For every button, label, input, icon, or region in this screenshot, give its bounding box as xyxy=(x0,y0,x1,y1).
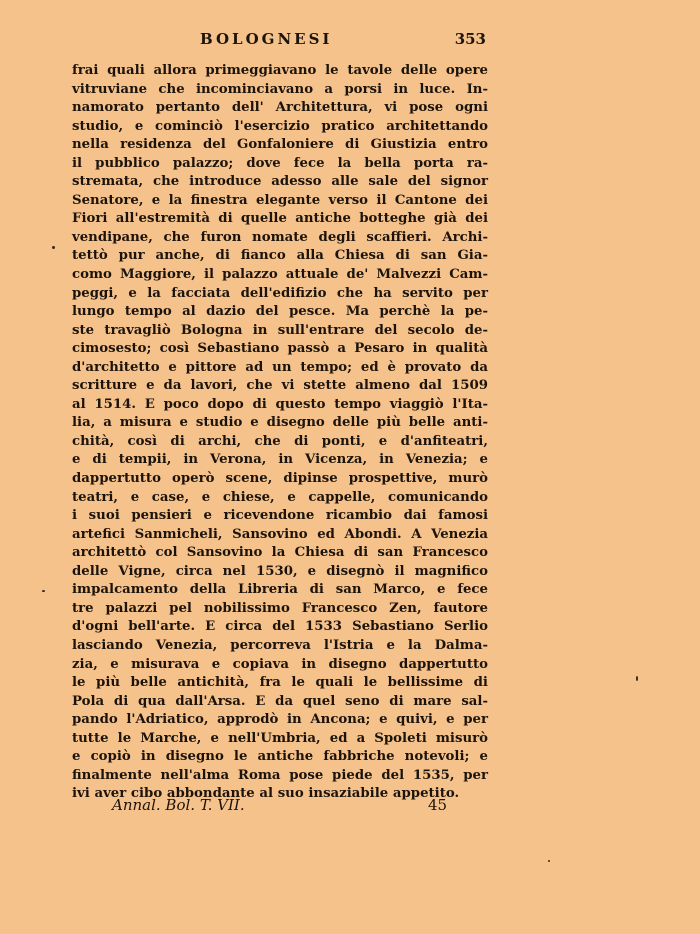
text-line: artefici Sanmicheli, Sansovino ed Abondi. A Venezia xyxy=(72,526,488,542)
text-line: vendipane, che furon nomate degli scaffieri. Archi- xyxy=(72,229,488,245)
text-line: tre palazzi pel nobilissimo Francesco Zen, fautore xyxy=(72,600,488,616)
text-line: pando l'Adriatico, approdò in Ancona; e quivi, e per xyxy=(72,712,488,728)
text-line: vitruviane che incominciavano a porsi in luce. In- xyxy=(72,81,488,97)
paper-speck xyxy=(548,860,550,862)
text-line: dappertutto operò scene, dipinse prospettive, murò xyxy=(72,471,488,487)
page-footer xyxy=(72,796,488,816)
text-line: Pola di qua dall'Arsa. E da quel seno di mare sal- xyxy=(72,693,488,709)
text-line: zia, e misurava e copiava in disegno dappertutto xyxy=(72,656,488,672)
text-line: architettò col Sansovino la Chiesa di san Francesco xyxy=(72,545,488,561)
text-line: teatri, e case, e chiese, e cappelle, comunicando xyxy=(72,489,488,505)
running-title: BOLOGNESI xyxy=(200,30,333,48)
text-line: e copiò in disegno le antiche fabbriche notevoli; e xyxy=(72,749,488,765)
text-line: d'ogni bell'arte. E circa del 1533 Sebastiano Serlio xyxy=(72,619,488,635)
text-line: e di tempii, in Verona, in Vicenza, in Venezia; e xyxy=(72,452,488,468)
paper-speck xyxy=(42,590,45,592)
text-line: ivi aver cibo abbondante al suo insaziabile appetito. xyxy=(72,786,460,802)
paper-speck xyxy=(52,246,55,249)
text-line: il pubblico palazzo; dove fece la bella porta ra- xyxy=(72,155,488,171)
text-line: delle Vigne, circa nel 1530, e disegnò il magnifico xyxy=(72,563,488,579)
page-header xyxy=(74,30,486,52)
text-line: tettò pur anche, di fianco alla Chiesa di san Gia- xyxy=(72,248,488,264)
text-line: cimosesto; così Sebastiano passò a Pesaro in qualità xyxy=(72,341,488,357)
text-line: i suoi pensieri e ricevendone ricambio dai famosi xyxy=(72,508,488,524)
text-line: como Maggiore, il palazzo attuale de' Malvezzi Cam- xyxy=(72,267,488,283)
text-line: lungo tempo al dazio del pesce. Ma perchè la pe- xyxy=(72,304,488,320)
paper-speck xyxy=(636,676,638,681)
text-line: chità, così di archi, che di ponti, e d'anfiteatri, xyxy=(72,433,488,449)
text-line: namorato pertanto dell' Architettura, vi pose ogni xyxy=(72,100,488,116)
body-text xyxy=(72,62,488,804)
text-line: ste travagliò Bologna in sull'entrare del secolo de- xyxy=(72,322,488,338)
text-line: Fiori all'estremità di quelle antiche botteghe già dei xyxy=(72,211,488,227)
page-number: 353 xyxy=(454,30,486,48)
text-line: studio, e cominciò l'esercizio pratico architettando xyxy=(72,118,488,134)
text-line: lia, a misura e studio e disegno delle più belle anti- xyxy=(72,415,488,431)
text-line: d'architetto e pittore ad un tempo; ed è provato da xyxy=(72,359,488,375)
text-line: lasciando Venezia, percorreva l'Istria e la Dalma- xyxy=(72,637,488,653)
signature-mark: 45 xyxy=(428,796,448,814)
text-line: le più belle antichità, fra le quali le bellissime di xyxy=(72,675,488,691)
text-line: finalmente nell'alma Roma pose piede del 1535, per xyxy=(72,767,488,783)
text-line: stremata, che introduce adesso alle sale del signor xyxy=(72,174,488,190)
text-line: scritture e da lavori, che vi stette almeno dal 1509 xyxy=(72,378,488,394)
text-line: impalcamento della Libreria di san Marco, e fece xyxy=(72,582,488,598)
text-line: peggi, e la facciata dell'edifizio che ha servito per xyxy=(72,285,488,301)
text-line: Senatore, e la finestra elegante verso il Cantone dei xyxy=(72,192,488,208)
text-line: nella residenza del Gonfaloniere di Giustizia entro xyxy=(72,137,488,153)
text-line: al 1514. E poco dopo di questo tempo viaggiò l'Ita- xyxy=(72,396,488,412)
text-line: frai quali allora primeggiavano le tavole delle opere xyxy=(72,63,488,78)
text-line: tutte le Marche, e nell'Umbria, ed a Spoleti misurò xyxy=(72,730,488,746)
printer-signature: Annal. Bol. T. VII. xyxy=(112,796,245,814)
